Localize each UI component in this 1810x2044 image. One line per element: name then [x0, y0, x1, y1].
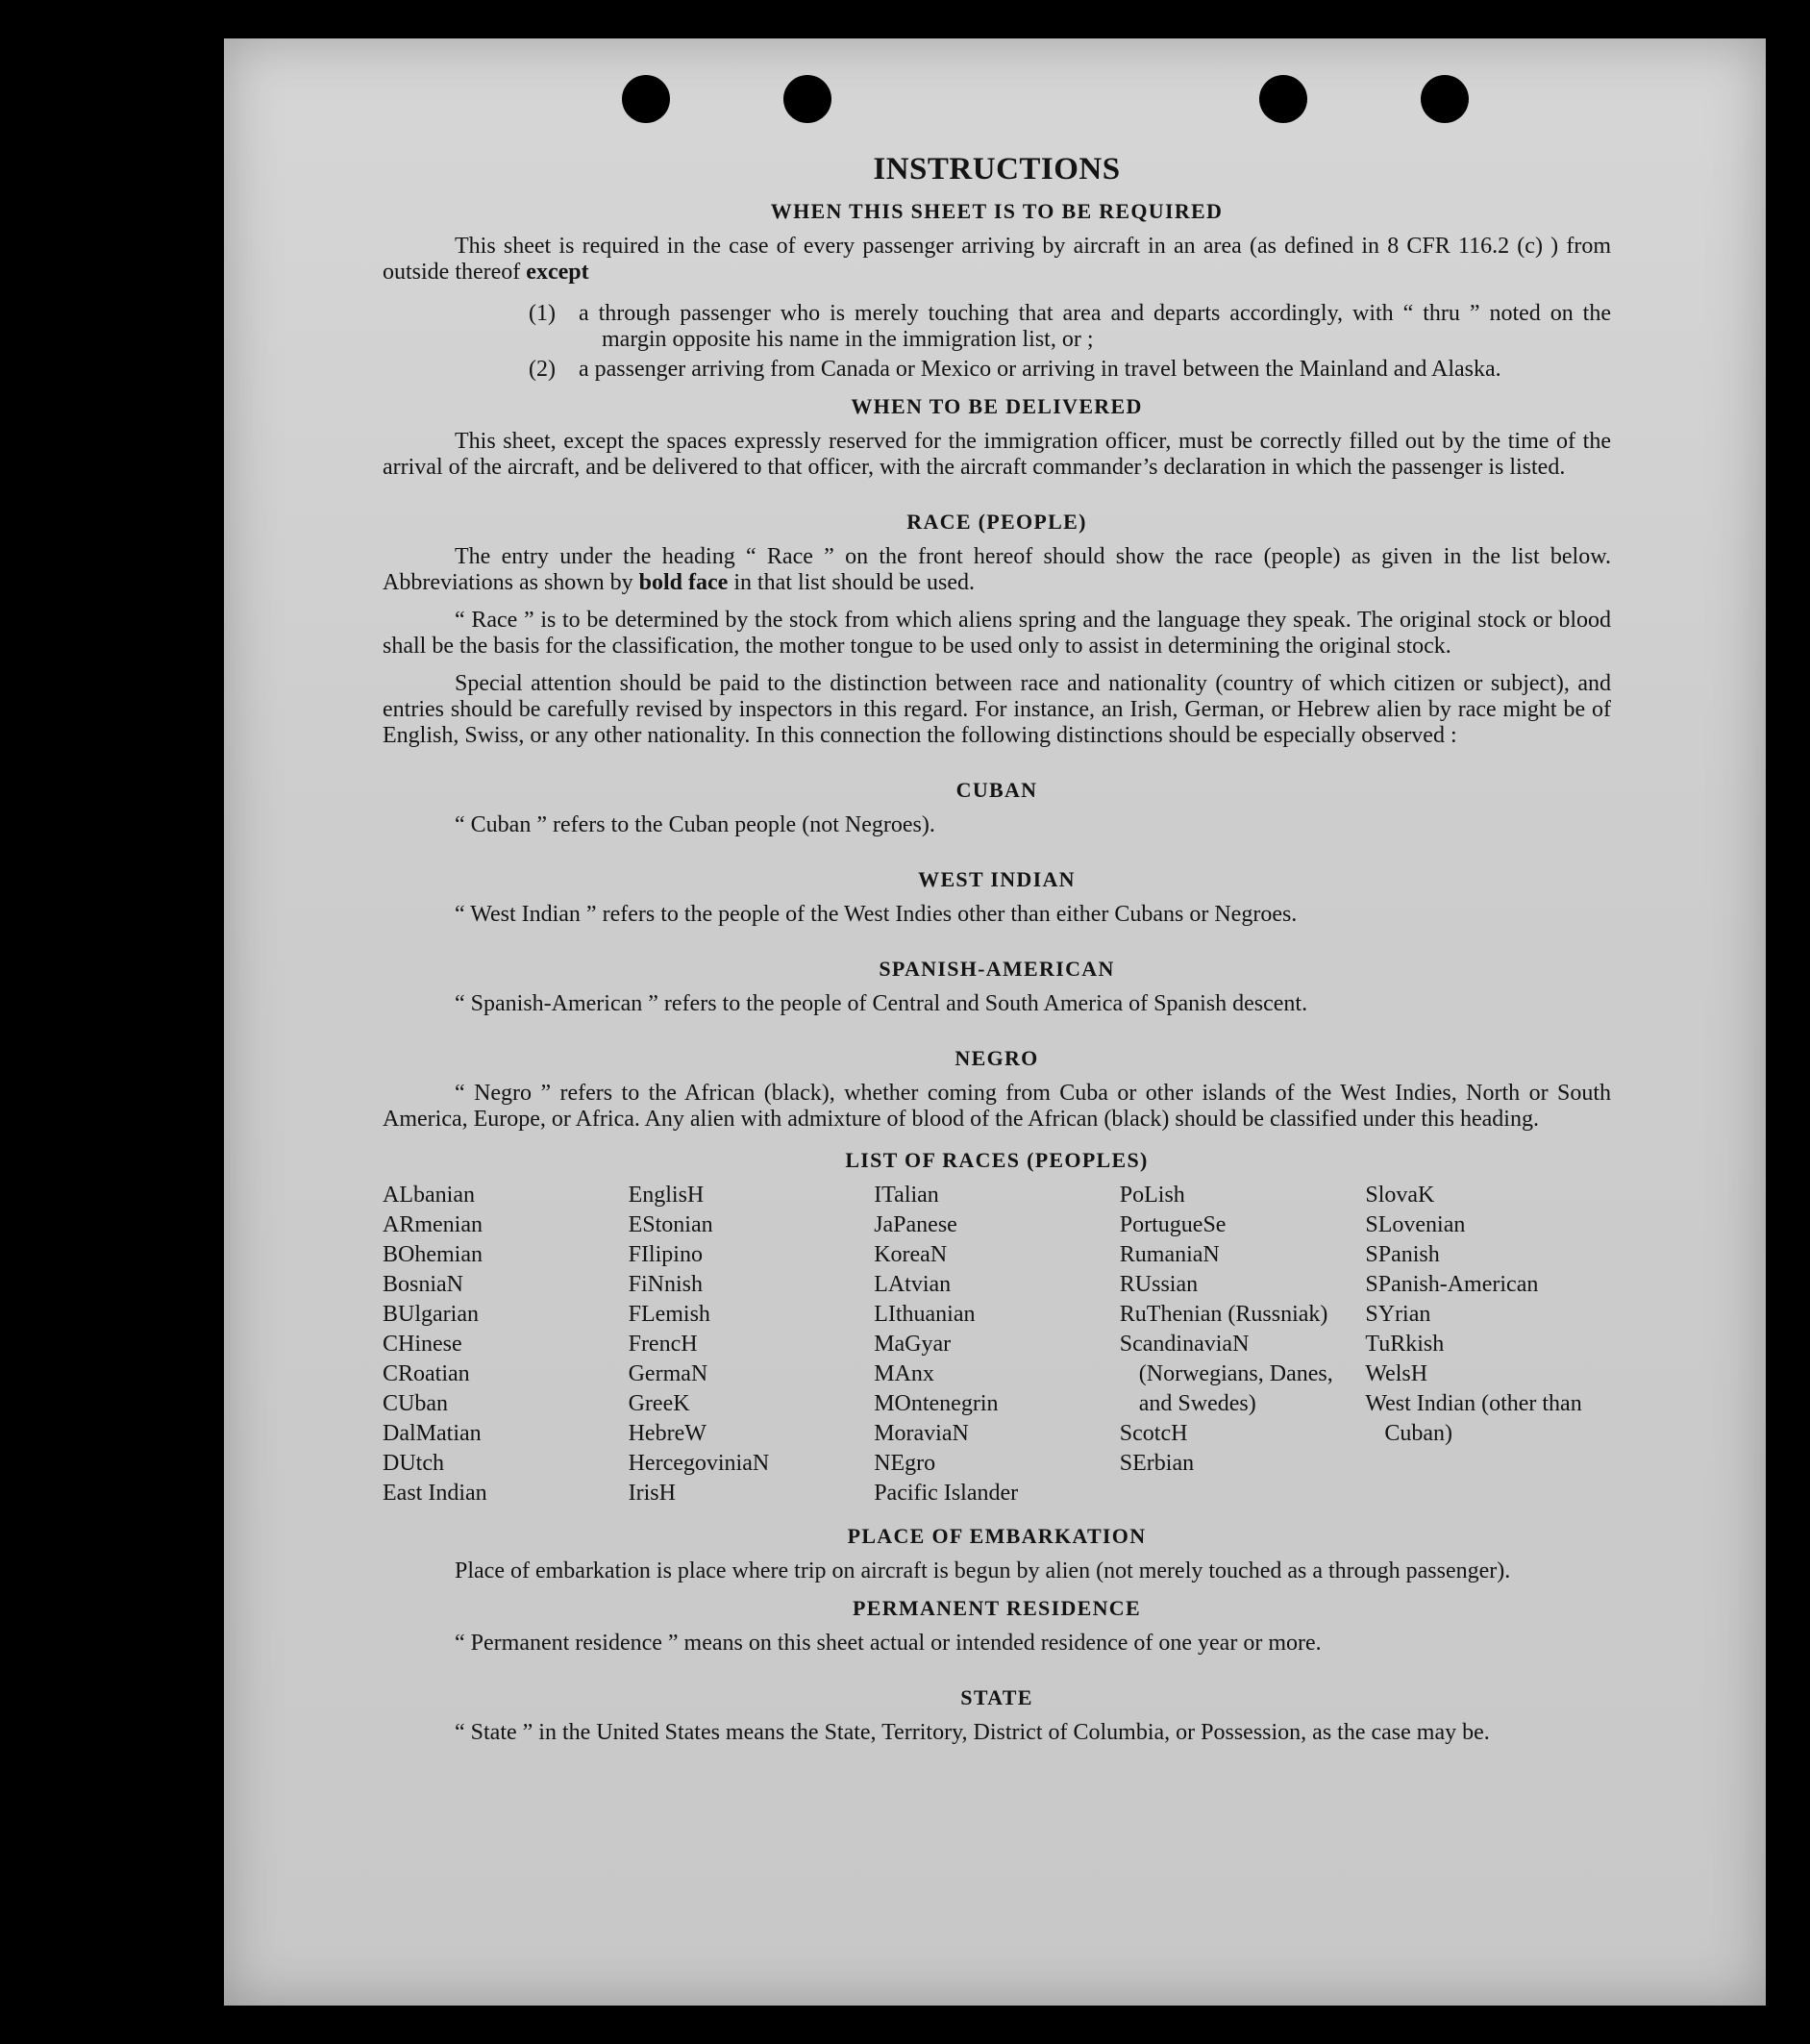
list-item: TuRkish — [1365, 1332, 1445, 1357]
section-heading-spanish-american: SPANISH-AMERICAN — [879, 957, 1115, 981]
list-item: BUlgarian — [383, 1302, 479, 1327]
list-item: HebreW — [628, 1421, 707, 1446]
instructions-content — [383, 144, 1611, 1746]
section-heading-west-indian: WEST INDIAN — [918, 867, 1076, 891]
list-item: FiNnish — [628, 1272, 703, 1297]
list-item: CHinese — [383, 1332, 462, 1357]
race-column-2 — [629, 1181, 875, 1508]
punch-hole — [622, 75, 670, 123]
list-item: EnglisH — [628, 1183, 705, 1208]
list-item: PoLish — [1119, 1183, 1185, 1208]
section-heading-cuban: CUBAN — [955, 778, 1038, 802]
list-item: (2) a passenger arriving from Canada or Mexico or arriving in travel between the Mainland and Alaska. — [529, 357, 1501, 382]
list-item: SPanish-American — [1365, 1272, 1539, 1297]
list-item: RumaniaN — [1119, 1242, 1220, 1267]
list-item: ARmenian — [383, 1212, 483, 1237]
race-paragraph-3: Special attention should be paid to the distinction between race and nationality (country of which citizen or subject), and entries should be carefully revised by inspectors in this regard. For instance, an Irish, German, or Hebrew alien by race might be of English, Swiss, or any other nationality. In this connection the following distinctions should be especially observed : — [383, 671, 1611, 748]
list-item: LAtvian — [874, 1272, 952, 1297]
section-heading-residence: PERMANENT RESIDENCE — [853, 1596, 1141, 1620]
punch-hole — [1421, 75, 1469, 123]
list-item: SLovenian — [1365, 1212, 1466, 1237]
list-item: IrisH — [628, 1481, 676, 1506]
embarkation-text: Place of embarkation is place where trip on aircraft is begun by alien (not merely touched as a through passenger). — [455, 1558, 1511, 1583]
list-item: West Indian (other than Cuban) — [1365, 1391, 1582, 1446]
list-item: RuThenian (Russniak) — [1119, 1302, 1328, 1327]
list-item: ScandinaviaN (Norwegians, Danes, and Swedes) — [1119, 1332, 1333, 1416]
cuban-text: “ Cuban ” refers to the Cuban people (not Negroes). — [455, 812, 935, 837]
list-item: BOhemian — [383, 1242, 483, 1267]
list-item: Pacific Islander — [874, 1481, 1019, 1506]
state-text: “ State ” in the United States means the State, Territory, District of Columbia, or Possession, as the case may be. — [455, 1720, 1490, 1745]
list-item: MAnx — [874, 1361, 934, 1386]
section-heading-required: WHEN THIS SHEET IS TO BE REQUIRED — [770, 199, 1224, 223]
race-list — [383, 1181, 1611, 1508]
race-paragraph-1: The entry under the heading “ Race ” on the front hereof should show the race (people) as given in the list below. Abbreviations as shown by bold face in that list should be used. — [383, 544, 1611, 595]
list-item: GreeK — [628, 1391, 690, 1416]
section-heading-race: RACE (PEOPLE) — [906, 510, 1087, 534]
list-item: FrencH — [628, 1332, 698, 1357]
list-item: ALbanian — [383, 1183, 475, 1208]
residence-text: “ Permanent residence ” means on this sheet actual or intended residence of one year or more. — [455, 1631, 1322, 1656]
race-column-1 — [383, 1181, 629, 1508]
list-item: SYrian — [1365, 1302, 1431, 1327]
list-item: CUban — [383, 1391, 448, 1416]
list-item: BosniaN — [383, 1272, 463, 1297]
section-heading-races: LIST OF RACES (PEOPLES) — [845, 1148, 1149, 1172]
punch-hole — [1259, 75, 1307, 123]
list-item: East Indian — [383, 1481, 487, 1506]
west-indian-text: “ West Indian ” refers to the people of the West Indies other than either Cubans or Negroes. — [455, 902, 1298, 927]
delivered-text: This sheet, except the spaces expressly reserved for the immigration officer, must be correctly filled out by the time of the arrival of the aircraft, and be delivered to that officer, with the aircraft commander’s declaration in which the passenger is listed. — [383, 429, 1611, 480]
punch-hole — [783, 75, 831, 123]
list-item: FLemish — [628, 1302, 710, 1327]
list-item: SErbian — [1119, 1451, 1195, 1476]
list-item: LIthuanian — [874, 1302, 976, 1327]
race-paragraph-2: “ Race ” is to be determined by the stock from which aliens spring and the language they speak. The original stock or blood shall be the basis for the classification, the mother tongue to be used only to assist in determining the original stock. — [383, 608, 1611, 659]
list-item: MaGyar — [874, 1332, 952, 1357]
list-item: EStonian — [628, 1212, 713, 1237]
list-item: SPanish — [1365, 1242, 1440, 1267]
page-title: INSTRUCTIONS — [873, 152, 1121, 187]
section-heading-delivered: WHEN TO BE DELIVERED — [851, 394, 1143, 418]
race-column-3 — [874, 1181, 1120, 1508]
list-item: SlovaK — [1365, 1183, 1435, 1208]
list-item: (1) a through passenger who is merely touching that area and departs accordingly, with “ thru ” noted on the margin opposite his name in the immigration list, or ; — [529, 301, 1611, 352]
list-item: DUtch — [383, 1451, 444, 1476]
list-item: WelsH — [1365, 1361, 1428, 1386]
list-item: ITalian — [874, 1183, 939, 1208]
list-item: FIlipino — [628, 1242, 703, 1267]
section-heading-embarkation: PLACE OF EMBARKATION — [847, 1524, 1147, 1548]
spanish-american-text: “ Spanish-American ” refers to the people of Central and South America of Spanish descent. — [455, 991, 1308, 1016]
list-item: NEgro — [874, 1451, 936, 1476]
section-heading-negro: NEGRO — [955, 1046, 1039, 1070]
list-item: JaPanese — [874, 1212, 957, 1237]
list-item: PortugueSe — [1119, 1212, 1227, 1237]
list-item: CRoatian — [383, 1361, 470, 1386]
list-item: HercegoviniaN — [628, 1451, 770, 1476]
list-item: KoreaN — [874, 1242, 948, 1267]
negro-text: “ Negro ” refers to the African (black), whether coming from Cuba or other islands of the West Indies, North or South America, Europe, or Africa. Any alien with admixture of blood of the African (black) should be classified under this heading. — [383, 1081, 1611, 1132]
race-column-5 — [1365, 1181, 1611, 1508]
list-item: RUssian — [1119, 1272, 1199, 1297]
list-item: GermaN — [628, 1361, 708, 1386]
list-item: MOntenegrin — [874, 1391, 999, 1416]
list-item: MoraviaN — [874, 1421, 969, 1446]
section-heading-state: STATE — [960, 1685, 1033, 1709]
race-column-4 — [1120, 1181, 1366, 1508]
list-item: ScotcH — [1119, 1421, 1188, 1446]
required-intro: This sheet is required in the case of every passenger arriving by aircraft in an area (as defined in 8 CFR 116.2 (c) ) from outside thereof except — [383, 234, 1611, 285]
list-item: DalMatian — [383, 1421, 482, 1446]
exception-list — [529, 301, 1611, 383]
